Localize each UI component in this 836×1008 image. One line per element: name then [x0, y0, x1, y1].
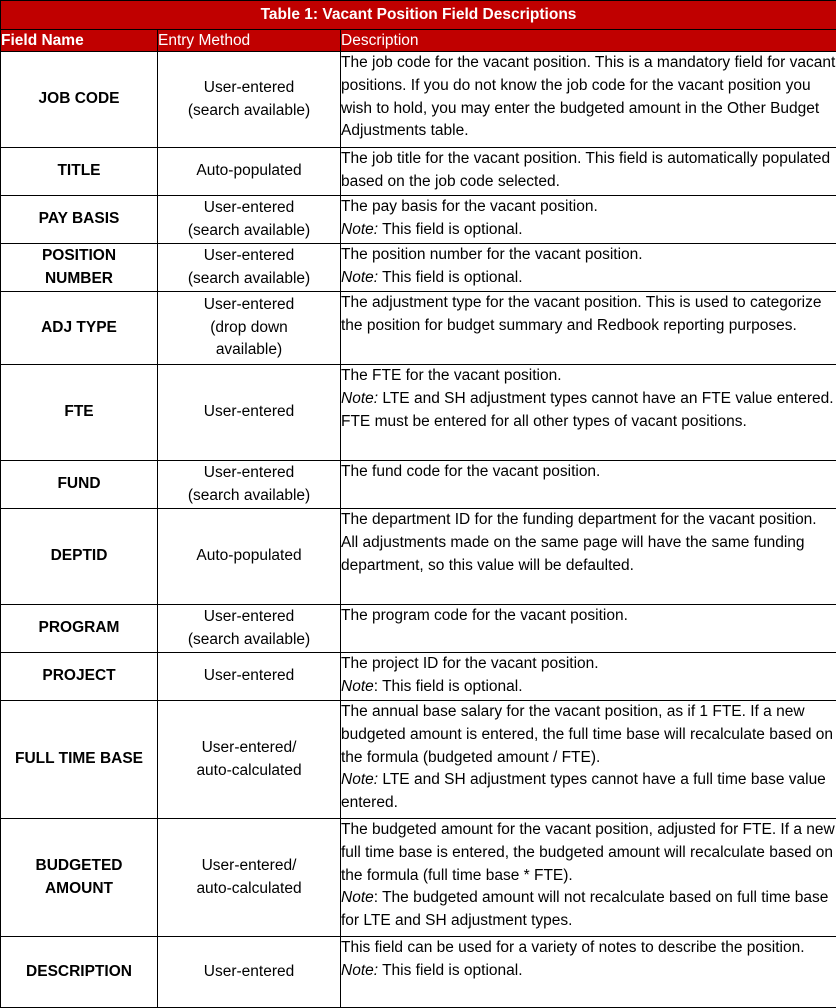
entry-method: User-entered (search available) — [158, 52, 341, 148]
description-text: The fund code for the vacant position. — [341, 461, 836, 484]
field-name-cell — [1, 461, 158, 509]
field-name: DESCRIPTION — [26, 961, 132, 984]
entry-method: User-entered (search available) — [158, 605, 341, 653]
description-cell — [341, 148, 836, 196]
table-row — [1, 365, 836, 461]
entry-method: Auto-populated — [158, 509, 341, 605]
field-name: FUND — [57, 473, 100, 496]
note-text: LTE and SH adjustment types cannot have an FTE value entered. FTE must be entered for all other types of vacant positions. — [341, 390, 834, 430]
field-name-cell — [1, 509, 158, 605]
table-row — [1, 244, 836, 292]
field-name-cell — [1, 292, 158, 365]
description-cell — [341, 196, 836, 244]
field-name-cell — [1, 819, 158, 937]
note-line — [341, 769, 836, 815]
note-line — [341, 219, 836, 242]
description-cell — [341, 653, 836, 701]
field-name-cell — [1, 365, 158, 461]
note-line — [341, 676, 836, 699]
note-line — [341, 960, 836, 983]
table-row — [1, 819, 836, 937]
field-name-cell — [1, 196, 158, 244]
note-text: : This field is optional. — [374, 678, 523, 695]
field-name-cell — [1, 605, 158, 653]
header-description: Description — [341, 30, 836, 52]
description-text: The department ID for the funding department for the vacant position. All adjustments made on the same page will have the same funding department, so this value will be defaulted. — [341, 509, 836, 577]
field-name: POSITION NUMBER — [42, 245, 116, 290]
note-text: : The budgeted amount will not recalculate based on full time base for LTE and SH adjustment types. — [341, 889, 828, 929]
description-text: The annual base salary for the vacant position, as if 1 FTE. If a new budgeted amount is entered, the full time base will recalculate based on the formula (budgeted amount / FTE). — [341, 701, 836, 769]
field-name-cell — [1, 653, 158, 701]
description-cell — [341, 937, 836, 1008]
entry-method: User-entered (search available) — [158, 461, 341, 509]
note-label: Note: — [341, 390, 378, 407]
description-cell — [341, 819, 836, 937]
description-cell — [341, 365, 836, 461]
description-text: The budgeted amount for the vacant position, adjusted for FTE. If a new full time base is entered, the budgeted amount will recalculate based on the formula (full time base * FTE). — [341, 819, 836, 887]
field-name-cell — [1, 148, 158, 196]
table-row — [1, 701, 836, 819]
field-name: PROJECT — [42, 665, 115, 688]
entry-method: User-entered — [158, 365, 341, 461]
entry-method: User-entered/ auto-calculated — [158, 819, 341, 937]
description-cell — [341, 292, 836, 365]
table-row — [1, 148, 836, 196]
description-cell — [341, 244, 836, 292]
note-label: Note: — [341, 269, 378, 286]
field-name: TITLE — [57, 160, 100, 183]
description-cell — [341, 605, 836, 653]
entry-method: User-entered/ auto-calculated — [158, 701, 341, 819]
table-row — [1, 509, 836, 605]
description-text: The adjustment type for the vacant position. This is used to categorize the position for budget summary and Redbook reporting purposes. — [341, 292, 836, 338]
field-name: JOB CODE — [39, 88, 120, 111]
field-name: PROGRAM — [39, 617, 120, 640]
table-row — [1, 196, 836, 244]
field-name: FULL TIME BASE — [15, 748, 143, 771]
description-text: The job code for the vacant position. This is a mandatory field for vacant positions. If you do not know the job code for the vacant position you wish to hold, you may enter the budgeted amount in the Other Budget Adjustments table. — [341, 52, 836, 143]
description-text: This field can be used for a variety of notes to describe the position. — [341, 937, 836, 960]
field-name-cell — [1, 937, 158, 1008]
field-name: DEPTID — [51, 545, 108, 568]
field-name: FTE — [64, 401, 93, 424]
table-row — [1, 292, 836, 365]
description-text: The project ID for the vacant position. — [341, 653, 836, 676]
description-cell — [341, 52, 836, 148]
table-row — [1, 937, 836, 1008]
entry-method: User-entered (drop down available) — [158, 292, 341, 365]
table-row — [1, 461, 836, 509]
field-name: ADJ TYPE — [41, 317, 117, 340]
note-line — [341, 887, 836, 933]
header-entry-method: Entry Method — [158, 30, 341, 52]
entry-method: Auto-populated — [158, 148, 341, 196]
note-text: This field is optional. — [378, 269, 522, 286]
entry-method: User-entered (search available) — [158, 244, 341, 292]
table-row — [1, 653, 836, 701]
note-text: This field is optional. — [378, 962, 522, 979]
note-line — [341, 267, 836, 290]
field-name: BUDGETED AMOUNT — [36, 855, 123, 900]
field-name-cell — [1, 701, 158, 819]
table-row — [1, 605, 836, 653]
header-field-name: Field Name — [1, 30, 158, 52]
description-text: The job title for the vacant position. This field is automatically populated based on the job code selected. — [341, 148, 836, 194]
description-cell — [341, 509, 836, 605]
description-text: The FTE for the vacant position. — [341, 365, 836, 388]
description-cell — [341, 701, 836, 819]
note-label: Note: — [341, 771, 378, 788]
description-text: The pay basis for the vacant position. — [341, 196, 836, 219]
note-line — [341, 388, 836, 434]
note-text: This field is optional. — [378, 221, 522, 238]
entry-method: User-entered — [158, 937, 341, 1008]
note-label: Note: — [341, 221, 378, 238]
field-name: PAY BASIS — [39, 208, 120, 231]
note-text: LTE and SH adjustment types cannot have a full time base value entered. — [341, 771, 826, 811]
entry-method: User-entered — [158, 653, 341, 701]
description-cell — [341, 461, 836, 509]
table-row — [1, 52, 836, 148]
header-row — [1, 30, 836, 52]
note-label: Note — [341, 678, 374, 695]
table-caption: Table 1: Vacant Position Field Descriptions — [1, 1, 836, 30]
field-name-cell — [1, 52, 158, 148]
entry-method: User-entered (search available) — [158, 196, 341, 244]
note-label: Note — [341, 889, 374, 906]
note-label: Note: — [341, 962, 378, 979]
description-text: The program code for the vacant position. — [341, 605, 836, 628]
field-name-cell — [1, 244, 158, 292]
description-text: The position number for the vacant position. — [341, 244, 836, 267]
